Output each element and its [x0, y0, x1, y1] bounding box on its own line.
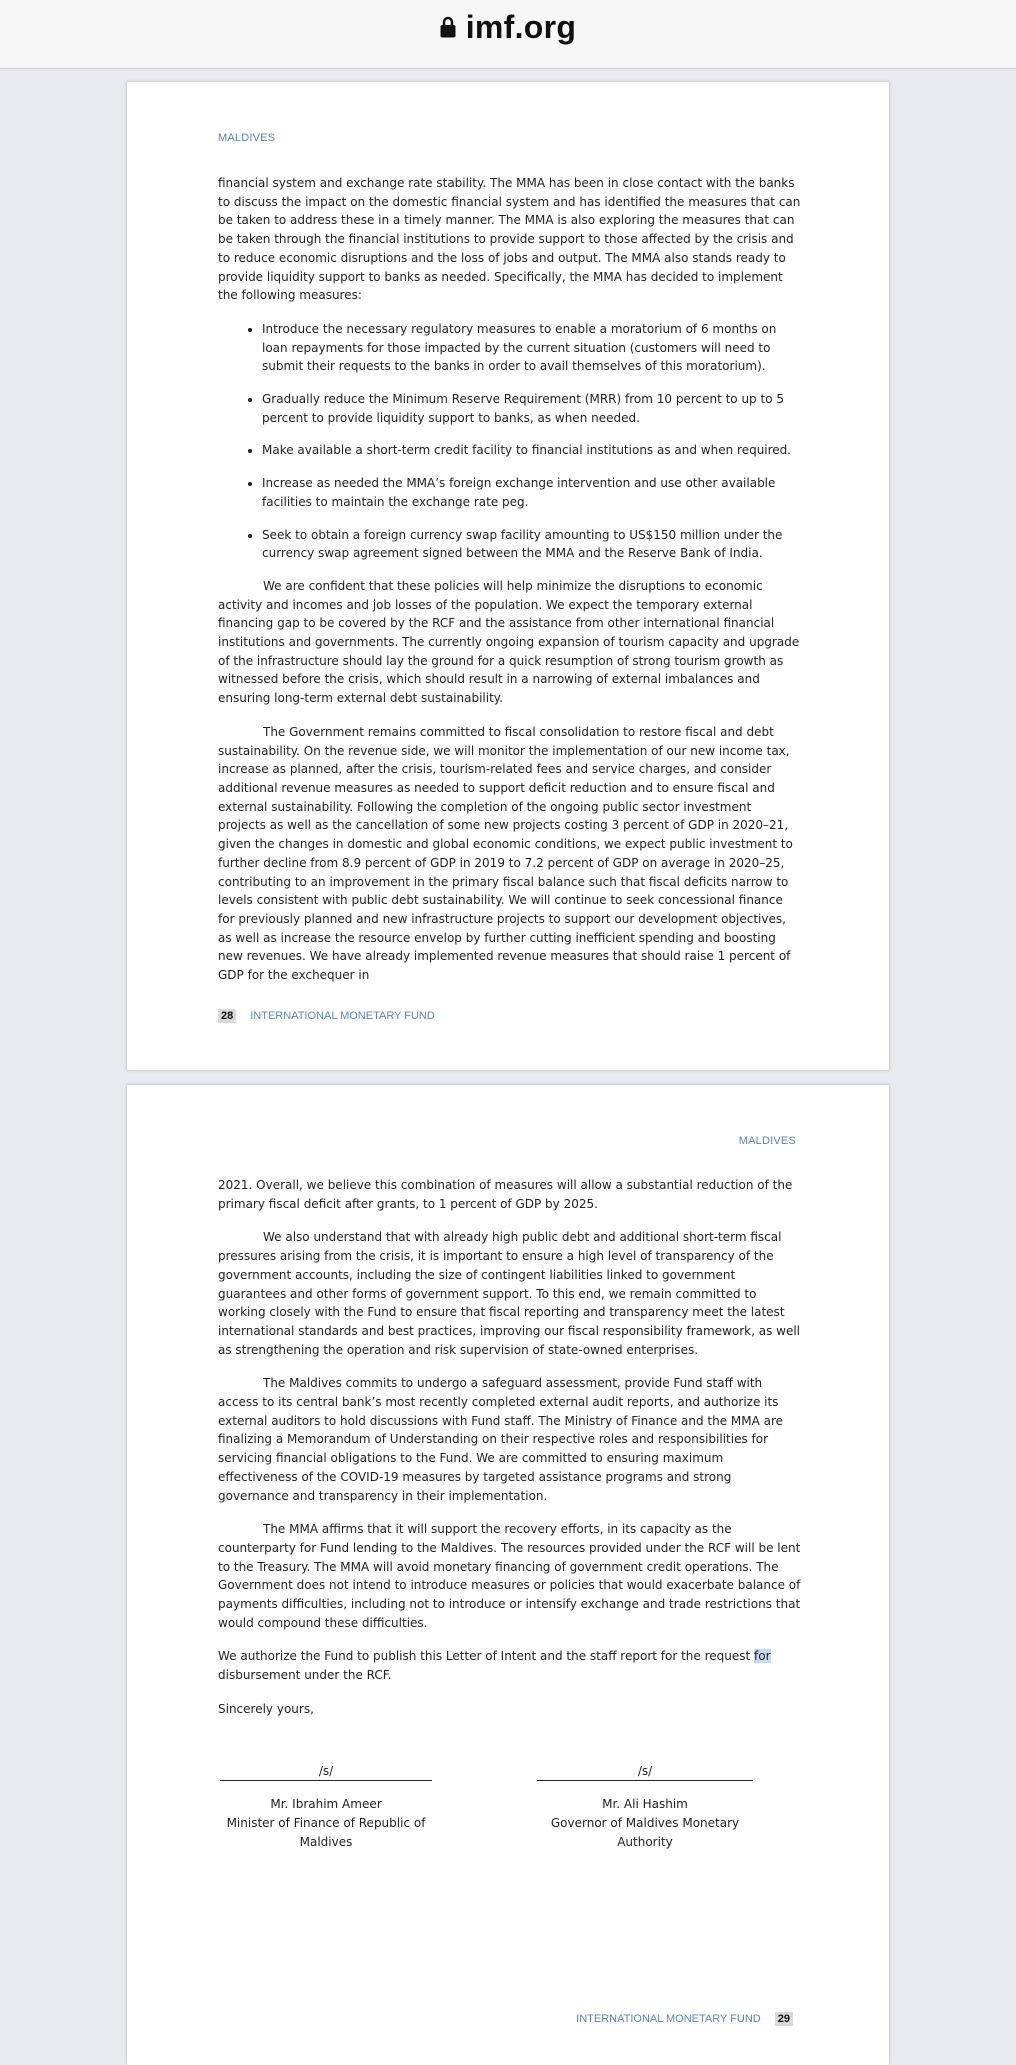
document-page-28	[127, 82, 889, 1070]
signature-block-left	[206, 1762, 446, 1852]
document-page-29	[127, 1085, 889, 2065]
signatory-title: Minister of Finance of Republic of Maldives	[226, 1816, 426, 1849]
measures-list	[218, 320, 802, 563]
signatory-name: Mr. Ali Hashim	[602, 1797, 688, 1811]
signature-mark: /s/	[637, 1764, 653, 1778]
text-run: We authorize the Fund to publish this Letter of Intent and the staff report for the request	[218, 1649, 755, 1664]
page-number: 28	[218, 1009, 236, 1023]
list-item: • Introduce the necessary regulatory measures to enable a moratorium of 6 months on loan repayments for those impacted by the current situation (customers will need to submit their requests to the banks in order to avail themselves of this moratorium).	[262, 320, 802, 376]
paragraph: 2021. Overall, we believe this combination of measures will allow a substantial reduction of the primary fiscal deficit after grants, to 1 percent of GDP by 2025.	[218, 1178, 793, 1211]
page-body	[218, 174, 802, 1000]
selected-text[interactable]: for	[754, 1649, 771, 1664]
running-head: MALDIVES	[738, 1135, 796, 1147]
authorization-paragraph	[218, 1647, 802, 1684]
list-item: • Increase as needed the MMA’s foreign exchange intervention and use other available facilities to maintain the exchange rate peg.	[262, 474, 802, 511]
signature-line	[537, 1762, 753, 1781]
signatory-title: Governor of Maldives Monetary Authority	[550, 1816, 740, 1849]
url-display[interactable]	[440, 9, 577, 46]
browser-address-bar[interactable]	[0, 0, 1016, 69]
text-run: disbursement under the RCF.	[218, 1668, 392, 1683]
paragraph: The MMA affirms that it will support the recovery efforts, in its capacity as the counterparty for Fund lending to the Maldives. The resources provided under the RCF will be lent to the Treasury. The MMA will avoid monetary financing of government credit operations. The Government does not intend to introduce measures or policies that would exacerbate balance of payments difficulties, including not to introduce or intensify exchange and trade restrictions that would compound these difficulties.	[218, 1522, 801, 1630]
list-item: • Make available a short-term credit facility to financial institutions as and when required.	[262, 441, 802, 460]
signature-mark: /s/	[318, 1764, 334, 1778]
paragraph: The Government remains committed to fiscal consolidation to restore fiscal and debt sustainability. On the revenue side, we will monitor the implementation of our new income tax, increase as planned, after the crisis, tourism-related fees and service charges, and consider additional revenue measures as needed to support deficit reduction and to ensure fiscal and external sustainability. Following the completion of the ongoing public sector investment projects as well as the cancellation of some new projects costing 3 percent of GDP in 2020–21, given the changes in domestic and global economic conditions, we expect public investment to further decline from 8.9 percent of GDP in 2019 to 7.2 percent of GDP on average in 2020–25, contributing to an improvement in the primary fiscal balance such that fiscal deficits narrow to levels consistent with public debt sustainability. We will continue to seek concessional finance for previously planned and new infrastructure projects to support our development objectives, as well as increase the resource envelop by further cutting inefficient spending and boosting new revenues. We have already implemented revenue measures that should raise 1 percent of GDP for the exchequer in	[218, 724, 793, 983]
paragraph: financial system and exchange rate stability. The MMA has been in close contact with the banks to discuss the impact on the domestic financial system and has identified the measures that can be taken to address these in a timely manner. The MMA is also exploring the measures that can be taken through the financial institutions to provide support to those affected by the crisis and to reduce economic disruptions and the loss of jobs and output. The MMA also stands ready to provide liquidity support to banks as needed. Specifically, the MMA has decided to implement the following measures:	[218, 176, 801, 303]
page-footer	[576, 2012, 793, 2026]
page-body	[218, 1176, 802, 1734]
page-footer	[218, 1009, 435, 1023]
list-item: • Seek to obtain a foreign currency swap facility amounting to US$150 million under the currency swap agreement signed between the MMA and the Reserve Bank of India.	[262, 526, 802, 563]
footer-text: INTERNATIONAL MONETARY FUND	[576, 2013, 761, 2025]
page-number: 29	[775, 2012, 793, 2026]
running-head: MALDIVES	[218, 132, 276, 144]
paragraph: The Maldives commits to undergo a safeguard assessment, provide Fund staff with access to its central bank’s most recently completed external audit reports, and authorize its external auditors to hold discussions with Fund staff. The Ministry of Finance and the MMA are finalizing a Memorandum of Understanding on their respective roles and responsibilities for servicing financial obligations to the Fund. We are committed to ensuring maximum effectiveness of the COVID-19 measures by targeted assistance programs and strong governance and transparency in their implementation.	[218, 1376, 784, 1503]
signature-line	[220, 1762, 432, 1781]
url-text: imf.org	[465, 8, 577, 45]
signature-block-right	[525, 1762, 765, 1852]
closing: Sincerely yours,	[218, 1701, 314, 1716]
list-item: • Gradually reduce the Minimum Reserve Requirement (MRR) from 10 percent to up to 5 percent to provide liquidity support to banks, as when needed.	[262, 390, 802, 427]
signatory-name: Mr. Ibrahim Ameer	[270, 1797, 382, 1811]
footer-text: INTERNATIONAL MONETARY FUND	[250, 1010, 435, 1022]
paragraph: We also understand that with already high public debt and additional short-term fiscal pressures arising from the crisis, it is important to ensure a high level of transparency of the government accounts, including the size of contingent liabilities linked to government guarantees and other forms of government support. To this end, we remain committed to working closely with the Fund to ensure that fiscal reporting and transparency meet the latest international standards and best practices, improving our fiscal responsibility framework, as well as strengthening the operation and risk supervision of state-owned enterprises.	[218, 1230, 801, 1357]
paragraph: We are confident that these policies will help minimize the disruptions to economic activity and incomes and job losses of the population. We expect the temporary external financing gap to be covered by the RCF and the assistance from other international financial institutions and governments. The currently ongoing expansion of tourism capacity and upgrade of the infrastructure should lay the ground for a quick resumption of strong tourism growth as witnessed before the crisis, which should result in a narrowing of external imbalances and ensuring long-term external debt sustainability.	[218, 578, 800, 706]
lock-icon	[440, 16, 456, 38]
